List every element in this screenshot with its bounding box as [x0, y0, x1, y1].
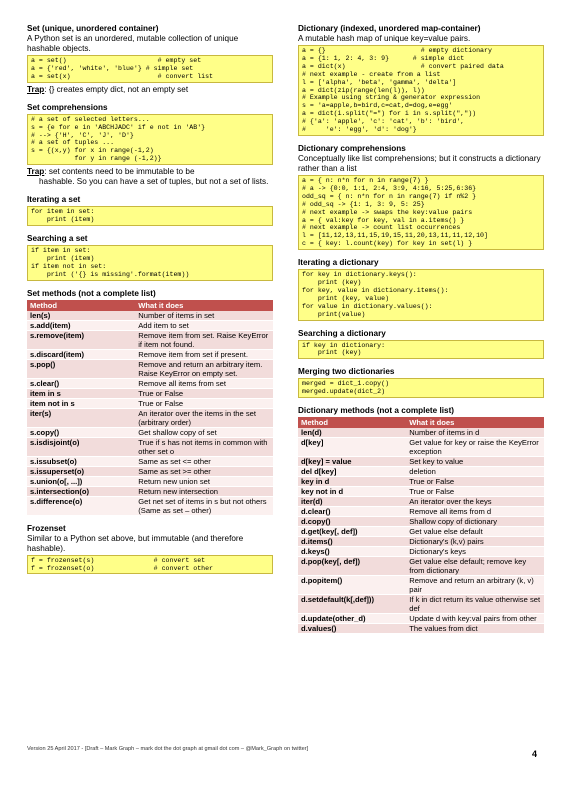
set-methods-section	[27, 289, 273, 516]
description-cell: Remove all items from d	[406, 507, 544, 517]
table-row	[27, 311, 273, 321]
table-row	[27, 408, 273, 427]
table-row	[27, 437, 273, 456]
description-cell: True or False	[135, 388, 273, 398]
page-footer: Version 25 April 2017 - [Draft – Mark Graph – mark dot the dot graph at gmail dot com – @Mark_Graph on twitter]	[27, 746, 309, 752]
description-cell: Get value else default	[406, 527, 544, 537]
dict-heading: Dictionary (indexed, unordered map-container)	[298, 24, 481, 33]
does-column-header: What it does	[135, 300, 273, 311]
method-cell: s.add(item)	[27, 320, 135, 330]
method-cell: item not in s	[27, 398, 135, 408]
table-row	[298, 507, 544, 517]
table-row	[27, 330, 273, 349]
description-cell: Number of items in d	[406, 428, 544, 438]
description-cell: Remove item from set if present.	[135, 349, 273, 359]
trap-label: Trap	[27, 84, 45, 94]
description-cell: Same as set >= other	[135, 466, 273, 476]
method-cell: d.clear()	[298, 507, 406, 517]
description-cell: Remove item from set. Raise KeyError if item not found.	[135, 330, 273, 349]
method-cell: len(s)	[27, 311, 135, 321]
description-cell: If k in dict return its value otherwise set def	[406, 595, 544, 614]
table-header-row	[27, 300, 273, 311]
set-section	[27, 24, 273, 95]
table-row	[27, 427, 273, 437]
table-row	[27, 486, 273, 496]
table-row	[27, 466, 273, 476]
method-column-header: Method	[298, 417, 406, 428]
description-cell: Remove and return an arbitrary item. Raise KeyError on empty set.	[135, 359, 273, 378]
description-cell: Get value else default; remove key from dictionary	[406, 557, 544, 576]
frozenset-description: Similar to a Python set above, but immutable (and therefore hashable).	[27, 533, 244, 553]
table-row	[298, 614, 544, 624]
set-comprehension-trap-note	[27, 167, 273, 177]
method-cell: s.discard(item)	[27, 349, 135, 359]
set-heading: Set (unique, unordered container)	[27, 24, 159, 33]
table-row	[298, 497, 544, 507]
does-column-header: What it does	[406, 417, 544, 428]
method-cell: item in s	[27, 388, 135, 398]
dict-description: A mutable hash map of unique key=value pairs.	[298, 34, 471, 43]
set-trap-note	[27, 85, 273, 95]
dict-section	[298, 24, 544, 136]
table-row	[27, 359, 273, 378]
method-cell: key not in d	[298, 487, 406, 497]
frozenset-heading: Frozenset	[27, 523, 66, 533]
dict-methods-body	[298, 428, 544, 634]
table-row	[298, 457, 544, 467]
method-cell: d.items()	[298, 537, 406, 547]
left-column	[27, 24, 273, 582]
method-cell: d[key]	[298, 438, 406, 457]
method-cell: s.union(o[, ...])	[27, 476, 135, 486]
searching-dict-heading: Searching a dictionary	[298, 328, 386, 338]
table-row	[298, 517, 544, 527]
table-row	[298, 527, 544, 537]
description-cell: Remove all items from set	[135, 378, 273, 388]
merging-dict-heading: Merging two dictionaries	[298, 367, 395, 377]
iterating-set-code-block: for item in set: print (item)	[27, 206, 273, 226]
right-column	[298, 24, 544, 642]
table-row	[27, 388, 273, 398]
frozenset-code-block: f = frozenset(s) # convert set f = frozenset(o) # convert other	[27, 555, 273, 575]
description-cell: Set key to value	[406, 457, 544, 467]
table-row	[298, 547, 544, 557]
table-row	[298, 467, 544, 477]
set-comprehension-trap-cont: hashable. So you can have a set of tuples, but not a set of lists.	[39, 177, 269, 187]
method-cell: s.intersection(o)	[27, 486, 135, 496]
table-row	[27, 349, 273, 359]
set-methods-heading: Set methods (not a complete list)	[27, 288, 156, 298]
trap-label: Trap	[27, 167, 45, 177]
method-cell: s.difference(o)	[27, 496, 135, 515]
dict-methods-heading: Dictionary methods (not a complete list)	[298, 406, 455, 416]
description-cell: True or False	[135, 398, 273, 408]
method-cell: d.copy()	[298, 517, 406, 527]
dict-methods-section	[298, 406, 544, 634]
method-cell: d.update(other_d)	[298, 614, 406, 624]
method-cell: d.values()	[298, 624, 406, 634]
description-cell: Shallow copy of dictionary	[406, 517, 544, 527]
description-cell: Dictionary's (k,v) pairs	[406, 537, 544, 547]
iterating-dict-heading: Iterating a dictionary	[298, 258, 379, 268]
method-cell: d.get(key[, def])	[298, 527, 406, 537]
set-description: A Python set is an unordered, mutable collection of unique hashable objects.	[27, 34, 239, 53]
table-row	[298, 624, 544, 634]
set-comprehension-heading: Set comprehensions	[27, 102, 108, 112]
trap-text: : {} creates empty dict, not an empty set	[44, 84, 189, 94]
description-cell: Get net set of items in s but not others (Same as set – other)	[135, 496, 273, 515]
method-cell: s.copy()	[27, 427, 135, 437]
searching-set-code-block: if item in set: print (item) if item not in set: print ('{} is missing'.format(item))	[27, 245, 273, 281]
method-cell: key in d	[298, 477, 406, 487]
method-cell: s.issuperset(o)	[27, 466, 135, 476]
method-cell: iter(d)	[298, 497, 406, 507]
method-cell: d.pop(key[, def])	[298, 557, 406, 576]
table-row	[298, 595, 544, 614]
description-cell: Get value for key or raise the KeyError exception	[406, 438, 544, 457]
set-comprehension-code-block: # a set of selected letters... s = {e for e in 'ABCHJADC' if e not in 'AB'} # --> {'H', 'C', 'J', 'D'} # a set of tuples ... s = {(x,y) for x in range(-1,2) for y in range (-1,2)}	[27, 114, 273, 165]
method-cell: d.setdefault(k[,def]))	[298, 595, 406, 614]
table-row	[27, 398, 273, 408]
table-row	[27, 378, 273, 388]
description-cell: True or False	[406, 477, 544, 487]
description-cell: Same as set <= other	[135, 456, 273, 466]
method-cell: s.clear()	[27, 378, 135, 388]
dict-methods-table	[298, 417, 544, 634]
table-row	[298, 576, 544, 595]
table-header-row	[298, 417, 544, 428]
dict-comprehension-heading: Dictionary comprehensions	[298, 143, 406, 153]
table-row	[298, 477, 544, 487]
method-cell: d.popitem()	[298, 576, 406, 595]
table-row	[298, 438, 544, 457]
description-cell: Update d with key:val pairs from other	[406, 614, 544, 624]
method-cell: del d[key]	[298, 467, 406, 477]
method-cell: d.keys()	[298, 547, 406, 557]
description-cell: Return new intersection	[135, 486, 273, 496]
description-cell: An iterator over the keys	[406, 497, 544, 507]
table-row	[27, 476, 273, 486]
description-cell: Number of items in set	[135, 311, 273, 321]
dict-code-block: a = {} # empty dictionary a = {1: 1, 2: 4, 3: 9} # simple dict a = dict(x) # convert paired data # next example - create from a list l = ['alpha', 'beta', 'gamma', 'delta'] a = dict(zip(range(len(l)), l)) # Example using string & generator expression s = 'a=apple,b=bird,c=cat,d=dog,e=egg' a = dict(i.split("=") for i in s.split(",")) # {'a': 'apple', 'c': 'cat', 'b': 'bird', # 'e': 'egg', 'd': 'dog'}	[298, 45, 544, 136]
iterating-set-heading: Iterating a set	[27, 195, 81, 205]
description-cell: Remove and return an arbitrary (k, v) pair	[406, 576, 544, 595]
frozenset-section	[27, 524, 273, 575]
table-row	[298, 428, 544, 438]
method-cell: iter(s)	[27, 408, 135, 427]
table-row	[27, 320, 273, 330]
set-code-block: a = set() # empty set a = {'red', 'white', 'blue'} # simple set a = set(x) # convert list	[27, 55, 273, 83]
dict-comprehension-code-block: a = { n: n*n for n in range(7) } # a -> {0:0, 1:1, 2:4, 3:9, 4:16, 5:25,6:36} odd_sq = { n: n*n for n in range(7) if n%2 } # odd_sq -> {1: 1, 3: 9, 5: 25} # next example -> swaps the key:value pairs a = { val:key for key, val in a.items() } # next example -> count list occurrences l = [11,12,13,11,15,19,15,11,20,13,11,11,12,10] c = { key: l.count(key) for key in set(l) }	[298, 175, 544, 250]
description-cell: The values from dict	[406, 624, 544, 634]
page-number: 4	[532, 749, 538, 759]
description-cell: Add item to set	[135, 320, 273, 330]
method-cell: s.issubset(o)	[27, 456, 135, 466]
table-row	[298, 537, 544, 547]
method-column-header: Method	[27, 300, 135, 311]
searching-set-heading: Searching a set	[27, 233, 88, 243]
description-cell: Return new union set	[135, 476, 273, 486]
iterating-dict-section	[298, 258, 544, 320]
description-cell: Dictionary's keys	[406, 547, 544, 557]
description-cell: True or False	[406, 487, 544, 497]
searching-set-section	[27, 234, 273, 281]
set-methods-body	[27, 311, 273, 516]
description-cell: An iterator over the items in the set (arbitrary order)	[135, 408, 273, 427]
searching-dict-section	[298, 329, 544, 360]
description-cell: True if s has not items in common with other set o	[135, 437, 273, 456]
method-cell: s.isdisjoint(o)	[27, 437, 135, 456]
description-cell: deletion	[406, 467, 544, 477]
method-cell: s.pop()	[27, 359, 135, 378]
iterating-dict-code-block: for key in dictionary.keys(): print (key) for key, value in dictionary.items(): print (key, value) for value in dictionary.values(): print(value)	[298, 269, 544, 320]
table-row	[298, 487, 544, 497]
set-comprehension-section	[27, 103, 273, 187]
method-cell: len(d)	[298, 428, 406, 438]
trap-text: : set contents need to be immutable to be	[44, 167, 195, 177]
iterating-set-section	[27, 195, 273, 226]
set-methods-table	[27, 300, 273, 516]
table-row	[27, 456, 273, 466]
table-row	[27, 496, 273, 515]
method-cell: d[key] = value	[298, 457, 406, 467]
merging-dict-section	[298, 367, 544, 398]
description-cell: Get shallow copy of set	[135, 427, 273, 437]
merging-dict-code-block: merged = dict_1.copy() merged.update(dict_2)	[298, 378, 544, 398]
table-row	[298, 557, 544, 576]
searching-dict-code-block: if key in dictionary: print (key)	[298, 340, 544, 360]
dict-comprehension-description: Conceptually like list comprehensions; but it constructs a dictionary rather than a list	[298, 153, 541, 173]
dict-comprehension-section	[298, 144, 544, 250]
method-cell: s.remove(item)	[27, 330, 135, 349]
